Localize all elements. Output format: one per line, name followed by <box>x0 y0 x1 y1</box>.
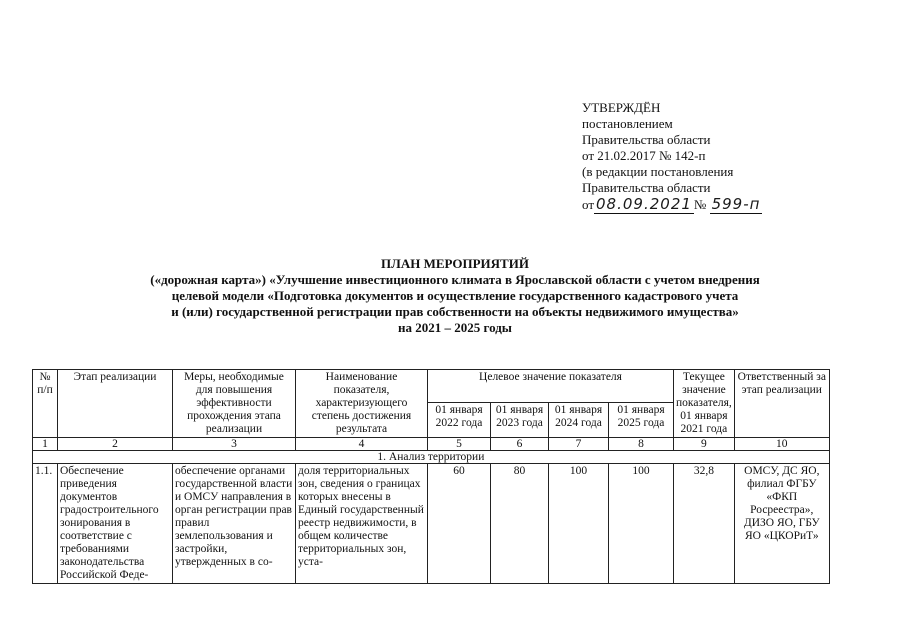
row-2023: 80 <box>491 464 549 584</box>
row-2025: 100 <box>609 464 674 584</box>
approval-line: постановлением <box>582 116 673 131</box>
row-current: 32,8 <box>674 464 735 584</box>
header-current: Текущее значение показателя, 01 января 2021 года <box>674 370 735 438</box>
title-line: и (или) государственной регистрации прав собственности на объекты недвижимого имущества» <box>171 304 739 319</box>
section-title: 1. Анализ территории <box>33 451 830 464</box>
col-number: 3 <box>173 438 296 451</box>
approval-block <box>582 100 762 213</box>
header-responsible: Ответственный за этап реализации <box>734 370 829 438</box>
col-number: 1 <box>33 438 58 451</box>
col-number: 5 <box>428 438 491 451</box>
header-stage: Этап реализации <box>58 370 173 438</box>
section-row <box>33 451 830 464</box>
header-target: Целевое значение показателя <box>428 370 674 403</box>
header-2022: 01 января 2022 года <box>428 403 491 438</box>
handwritten-number: 599-п <box>711 195 761 213</box>
header-2025: 01 января 2025 года <box>609 403 674 438</box>
number-sign: № <box>693 197 707 212</box>
column-number-row <box>33 438 830 451</box>
row-2024: 100 <box>549 464 609 584</box>
title-line: целевой модели «Подготовка документов и осуществление государственного кадастрового учета <box>171 288 739 303</box>
approval-line: Правительства области <box>582 180 711 195</box>
table-row <box>33 464 830 584</box>
header-2024: 01 января 2024 года <box>549 403 609 438</box>
row-responsible: ОМСУ, ДС ЯО, филиал ФГБУ «ФКП Росреестра», ДИЗО ЯО, ГБУ ЯО «ЦКОРиТ» <box>734 464 829 584</box>
row-measures: обеспечение органами государственной власти и ОМСУ направления в орган регистрации прав правил землепользования и застройки, утвержденных в со- <box>173 464 296 584</box>
row-num: 1.1. <box>33 464 58 584</box>
col-number: 4 <box>296 438 428 451</box>
approval-line: УТВЕРЖДЁН <box>582 100 661 115</box>
row-stage: Обеспечение приведения документов градостроительного зонирования в соответствие с требованиями законодательства Российской Феде- <box>58 464 173 584</box>
document-title <box>60 256 850 336</box>
title-line: («дорожная карта») «Улучшение инвестиционного климата в Ярославской области с учетом внедрения <box>150 272 760 287</box>
header-2023: 01 января 2023 года <box>491 403 549 438</box>
approval-line: Правительства области <box>582 132 711 147</box>
header-num: № п/п <box>33 370 58 438</box>
row-indicator: доля территориальных зон, сведения о границах которых внесены в Единый государственный реестр недвижимости, в общем количестве территориальных зон, уста- <box>296 464 428 584</box>
col-number: 9 <box>674 438 735 451</box>
approval-date-line <box>582 196 762 213</box>
date-prefix: от <box>582 197 595 212</box>
col-number: 8 <box>609 438 674 451</box>
col-number: 10 <box>734 438 829 451</box>
roadmap-table <box>32 369 830 584</box>
handwritten-date: 08.09.2021 <box>596 195 692 213</box>
approval-line: от 21.02.2017 № 142-п <box>582 148 706 163</box>
header-row <box>33 370 830 403</box>
col-number: 7 <box>549 438 609 451</box>
header-measures: Меры, необходимые для повышения эффективности прохождения этапа реализации <box>173 370 296 438</box>
col-number: 2 <box>58 438 173 451</box>
row-2022: 60 <box>428 464 491 584</box>
approval-line: (в редакции постановления <box>582 164 734 179</box>
header-indicator: Наименование показателя, характеризующего степень достижения результата <box>296 370 428 438</box>
col-number: 6 <box>491 438 549 451</box>
title-line: на 2021 – 2025 годы <box>398 320 512 335</box>
title-line: ПЛАН МЕРОПРИЯТИЙ <box>381 256 529 271</box>
